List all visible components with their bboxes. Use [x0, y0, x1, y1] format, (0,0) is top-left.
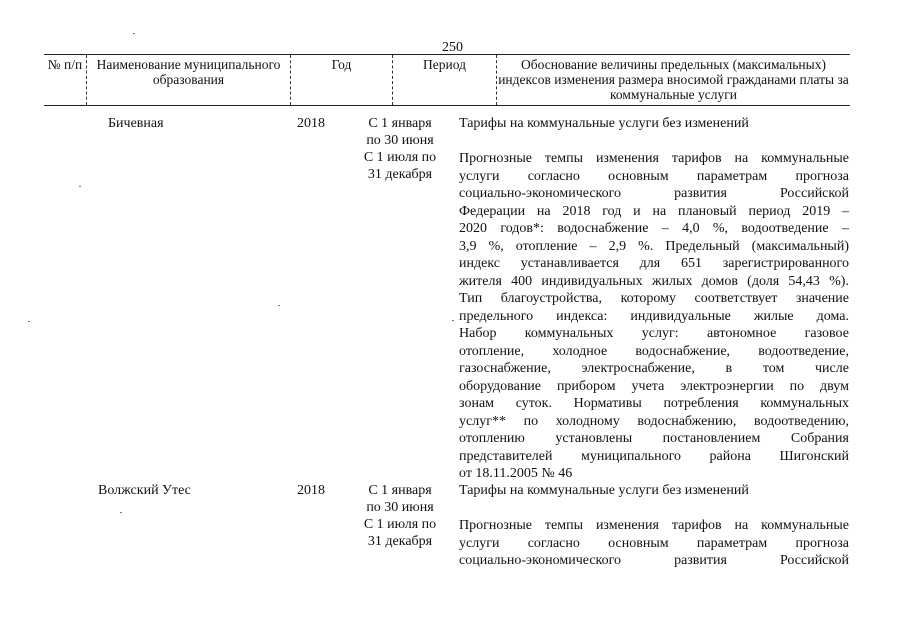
forecast-line: [459, 203, 849, 221]
forecast-word: коммунальных: [760, 396, 849, 411]
forecast-word: коммунальных: [524, 326, 614, 341]
forecast-word: –: [841, 203, 849, 219]
forecast-line: [459, 360, 849, 378]
forecast-word: темпы: [544, 518, 584, 533]
forecast-text: [459, 150, 849, 483]
forecast-word: 54,43: [788, 273, 820, 289]
forecast-word: темпы: [544, 151, 584, 166]
row-justification: [459, 482, 849, 570]
forecast-word: (максимальный): [751, 238, 849, 254]
forecast-word: холодное: [552, 343, 608, 359]
period-end-1: по 30 июня: [366, 500, 434, 515]
forecast-word: по: [789, 378, 805, 394]
scan-speck: [452, 320, 454, 321]
forecast-word: (доля: [747, 273, 780, 289]
forecast-word: согласно: [527, 168, 580, 184]
forecast-word: устанавливается: [520, 256, 619, 271]
scan-speck: [79, 186, 81, 187]
forecast-word: услуги: [459, 535, 500, 551]
forecast-word: коммунальные: [761, 518, 849, 533]
forecast-word: индивидуальные: [630, 308, 731, 324]
forecast-word: развития: [674, 186, 727, 201]
forecast-word: в: [725, 361, 733, 376]
forecast-word: тарифов: [671, 518, 722, 533]
forecast-word: Шигонский: [779, 448, 849, 464]
forecast-line: [459, 308, 849, 326]
forecast-word: на: [652, 203, 667, 219]
forecast-word: по: [523, 413, 539, 429]
header-num: № п/п: [47, 57, 83, 72]
scan-speck: [133, 33, 135, 34]
forecast-word: Нормативы: [573, 396, 642, 411]
forecast-word: на: [536, 203, 551, 219]
row-period: [348, 115, 452, 183]
forecast-word: отопление: [515, 238, 578, 254]
row-year: 2018: [297, 116, 325, 131]
forecast-word: жителя: [459, 273, 502, 289]
forecast-word: на: [734, 151, 749, 166]
forecast-line: [459, 343, 849, 361]
forecast-word: газоснабжение,: [459, 361, 551, 376]
forecast-word: %).: [829, 273, 849, 289]
forecast-word: зарегистрированного: [722, 256, 849, 271]
forecast-word: постановлением: [662, 431, 761, 446]
period-start-1: С 1 января: [368, 116, 432, 131]
forecast-word: индивидуальных: [541, 273, 643, 289]
forecast-word: водоснабжению,: [637, 413, 737, 429]
forecast-word: основным: [608, 535, 669, 551]
forecast-line: [459, 238, 849, 256]
row-period: [348, 482, 452, 550]
forecast-line: [459, 395, 849, 413]
forecast-line: [459, 273, 849, 291]
header-justification: Обоснование величины предельных (максимальных) индексов изменения размера вносимой гражданами платы за коммунальные услуги: [496, 55, 850, 105]
forecast-line: [459, 430, 849, 448]
forecast-word: 3,9: [459, 238, 477, 254]
forecast-line: [459, 517, 849, 535]
page-number: 250: [442, 40, 463, 55]
table-header: [44, 54, 850, 106]
forecast-line: [459, 150, 849, 168]
forecast-word: изменения: [595, 518, 659, 533]
forecast-word: отоплению: [459, 431, 525, 446]
header-municipality-name: Наименование муниципального образования: [86, 55, 290, 105]
forecast-line: [459, 185, 849, 203]
scan-speck: [120, 512, 122, 513]
forecast-word: Набор: [459, 326, 497, 341]
forecast-word: 2,9: [608, 238, 627, 254]
period-start-2: С 1 июля по: [363, 517, 437, 532]
forecast-word: прибором: [556, 378, 616, 394]
forecast-word: прогноза: [795, 535, 849, 551]
forecast-line: [459, 535, 849, 553]
forecast-word: домов: [701, 273, 738, 289]
forecast-word: зонам: [459, 396, 495, 411]
forecast-word: изменения: [595, 151, 659, 166]
forecast-word: водоотведение: [741, 221, 829, 236]
forecast-line: [459, 220, 849, 238]
forecast-word: электроэнергии: [680, 378, 774, 394]
forecast-word: год: [602, 203, 622, 219]
forecast-word: двум: [820, 378, 849, 394]
row-year: 2018: [297, 483, 325, 498]
forecast-word: жилых: [651, 273, 693, 289]
forecast-text: [459, 517, 849, 570]
forecast-word: потребления: [663, 396, 739, 411]
forecast-word: Российской: [779, 553, 849, 568]
forecast-word: –: [661, 221, 669, 236]
forecast-word: Прогнозные: [459, 518, 532, 533]
scan-speck: [28, 321, 30, 322]
forecast-word: холодному: [555, 413, 620, 429]
tariff-note: Тарифы на коммунальные услуги без изменений: [459, 116, 749, 131]
forecast-word: предельного: [459, 308, 534, 324]
forecast-line: от 18.11.2005 № 46: [459, 466, 573, 481]
header-year: Год: [290, 55, 392, 105]
forecast-word: дома.: [816, 308, 849, 324]
forecast-word: Собрания: [790, 431, 849, 446]
forecast-word: индекс: [459, 256, 500, 271]
forecast-word: индекса:: [556, 308, 608, 324]
row-municipality-name: Бичевная: [108, 116, 164, 131]
forecast-word: %.: [638, 238, 654, 254]
forecast-word: 2019: [802, 203, 831, 219]
forecast-line: [459, 413, 849, 431]
forecast-word: услуг:: [641, 326, 679, 341]
forecast-word: Тип: [459, 291, 483, 306]
forecast-word: значение: [795, 291, 849, 306]
forecast-word: услуги: [459, 168, 500, 184]
forecast-word: социально-экономического: [459, 186, 622, 201]
forecast-word: том: [762, 361, 785, 376]
forecast-word: параметрам: [696, 168, 768, 184]
forecast-word: годов*:: [500, 221, 544, 236]
forecast-word: плановый: [677, 203, 737, 219]
forecast-word: %,: [488, 238, 504, 254]
forecast-word: тарифов: [671, 151, 722, 166]
forecast-word: благоустройства,: [500, 291, 603, 306]
forecast-line: [459, 168, 849, 186]
forecast-word: учета: [631, 378, 665, 394]
forecast-word: прогноза: [795, 168, 849, 184]
forecast-word: на: [734, 518, 749, 533]
forecast-word: 400: [511, 273, 533, 289]
header-period: Период: [392, 55, 496, 105]
forecast-line: [459, 552, 849, 570]
forecast-word: водоснабжение: [557, 221, 649, 236]
forecast-line: [459, 325, 849, 343]
forecast-word: –: [841, 221, 849, 236]
forecast-word: жилые: [753, 308, 794, 324]
forecast-line: [459, 255, 849, 273]
forecast-word: для: [639, 256, 661, 271]
forecast-word: коммунальные: [761, 151, 849, 166]
forecast-word: которому: [620, 291, 676, 306]
forecast-word: водоснабжение,: [635, 343, 731, 359]
forecast-word: газовое: [804, 326, 849, 341]
forecast-word: муниципального: [581, 448, 681, 464]
forecast-word: числе: [815, 361, 849, 376]
forecast-word: услуг**: [459, 413, 506, 429]
forecast-word: 2018: [562, 203, 591, 219]
row-justification: [459, 115, 849, 483]
forecast-word: отопление,: [459, 343, 525, 359]
forecast-word: представителей: [459, 448, 553, 464]
forecast-word: оборудование: [459, 378, 542, 394]
forecast-word: Предельный: [665, 238, 740, 254]
forecast-word: –: [589, 238, 597, 254]
forecast-word: согласно: [527, 535, 580, 551]
forecast-word: 2020: [459, 221, 487, 236]
tariff-note: Тарифы на коммунальные услуги без изменений: [459, 483, 749, 498]
period-start-1: С 1 января: [368, 483, 432, 498]
forecast-word: электроснабжение,: [581, 361, 695, 376]
forecast-line: [459, 378, 849, 396]
forecast-word: Прогнозные: [459, 151, 532, 166]
period-end-2: 31 декабря: [367, 167, 433, 182]
forecast-word: параметрам: [696, 535, 768, 551]
forecast-line: [459, 448, 849, 466]
forecast-word: Российской: [779, 186, 849, 201]
forecast-word: %,: [712, 221, 729, 236]
forecast-line: [459, 290, 849, 308]
forecast-word: и: [633, 203, 641, 219]
forecast-word: Федерации: [459, 203, 526, 219]
period-start-2: С 1 июля по: [363, 150, 437, 165]
forecast-word: соответствует: [694, 291, 778, 306]
row-municipality-name: Волжский Утес: [98, 483, 191, 498]
period-end-1: по 30 июня: [366, 133, 434, 148]
period-end-2: 31 декабря: [367, 534, 433, 549]
scan-speck: [278, 305, 280, 306]
forecast-word: социально-экономического: [459, 553, 622, 568]
forecast-word: водоотведение,: [758, 343, 849, 359]
forecast-word: водоотведению,: [753, 413, 849, 429]
forecast-word: установлены: [555, 431, 633, 446]
forecast-word: автономное: [706, 326, 777, 341]
forecast-word: района: [709, 448, 751, 464]
forecast-word: основным: [608, 168, 669, 184]
forecast-word: 4,0: [682, 221, 700, 236]
forecast-word: 651: [680, 256, 702, 271]
forecast-word: период: [748, 203, 791, 219]
forecast-word: суток.: [515, 396, 552, 411]
forecast-word: развития: [674, 553, 727, 568]
